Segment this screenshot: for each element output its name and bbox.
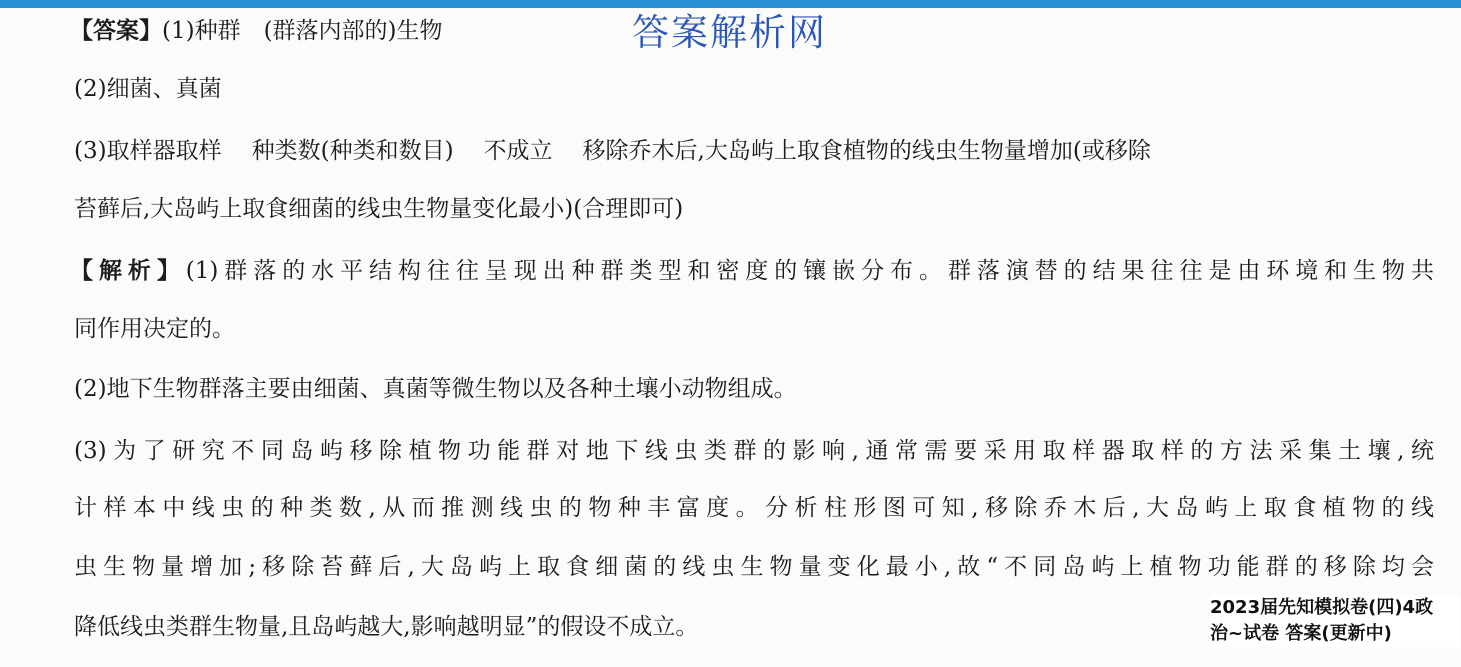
analysis-p3-line2: 计样本中线虫的种类数,从而推测线虫的物种丰富度。分析柱形图可知,移除乔木后,大岛屿上取食植物的线 bbox=[74, 495, 1434, 521]
site-watermark: 答案解析网 bbox=[632, 11, 827, 54]
exam-title-line2: 治~试卷 答案(更新中) bbox=[1210, 623, 1392, 644]
exam-title-line1: 2023届先知模拟卷(四)4政 bbox=[1210, 597, 1434, 618]
analysis-p3-line4: 降低线虫类群生物量,且岛屿越大,影响越明显”的假设不成立。 bbox=[74, 614, 699, 640]
analysis-p1-line1: (1)群落的水平结构往往呈现出种群类型和密度的镶嵌分布。群落演替的结果往往是由环境和生物共 bbox=[185, 258, 1434, 284]
answer-line-1 bbox=[70, 14, 443, 48]
answer-q3-reason: 移除乔木后,大岛屿上取食植物的线虫生物量增加(或移除 bbox=[582, 138, 1151, 164]
answer-q3-verdict: 不成立 bbox=[483, 138, 553, 164]
analysis-p2: (2)地下生物群落主要由细菌、真菌等微生物以及各种土壤小动物组成。 bbox=[74, 376, 797, 402]
answer-q2: (2)细菌、真菌 bbox=[74, 76, 222, 102]
analysis-p1-line2: 同作用决定的。 bbox=[74, 316, 235, 342]
analysis-tag: 【解析】 bbox=[70, 258, 186, 284]
answer-q3-line2: 苔藓后,大岛屿上取食细菌的线虫生物量变化最小)(合理即可) bbox=[74, 196, 684, 222]
answer-q3-index: 种类数(种类和数目) bbox=[251, 138, 454, 164]
analysis-p3-line1: (3)为了研究不同岛屿移除植物功能群对地下线虫类群的影响,通常需要采用取样器取样的方法采集土壤,统 bbox=[74, 438, 1434, 464]
answer-q3-method: (3)取样器取样 bbox=[74, 138, 222, 164]
analysis-line-1 bbox=[70, 254, 1434, 288]
top-accent-bar bbox=[0, 0, 1461, 8]
exam-title-note bbox=[1210, 595, 1460, 647]
answer-tag: 【答案】 bbox=[70, 18, 162, 44]
answer-line-3 bbox=[74, 134, 1151, 168]
analysis-p3-line3: 虫生物量增加;移除苔藓后,大岛屿上取食细菌的线虫生物量变化最小,故“不同岛屿上植物功能群的移除均会 bbox=[74, 554, 1434, 580]
answer-q1: (1)种群 (群落内部的)生物 bbox=[162, 18, 443, 44]
